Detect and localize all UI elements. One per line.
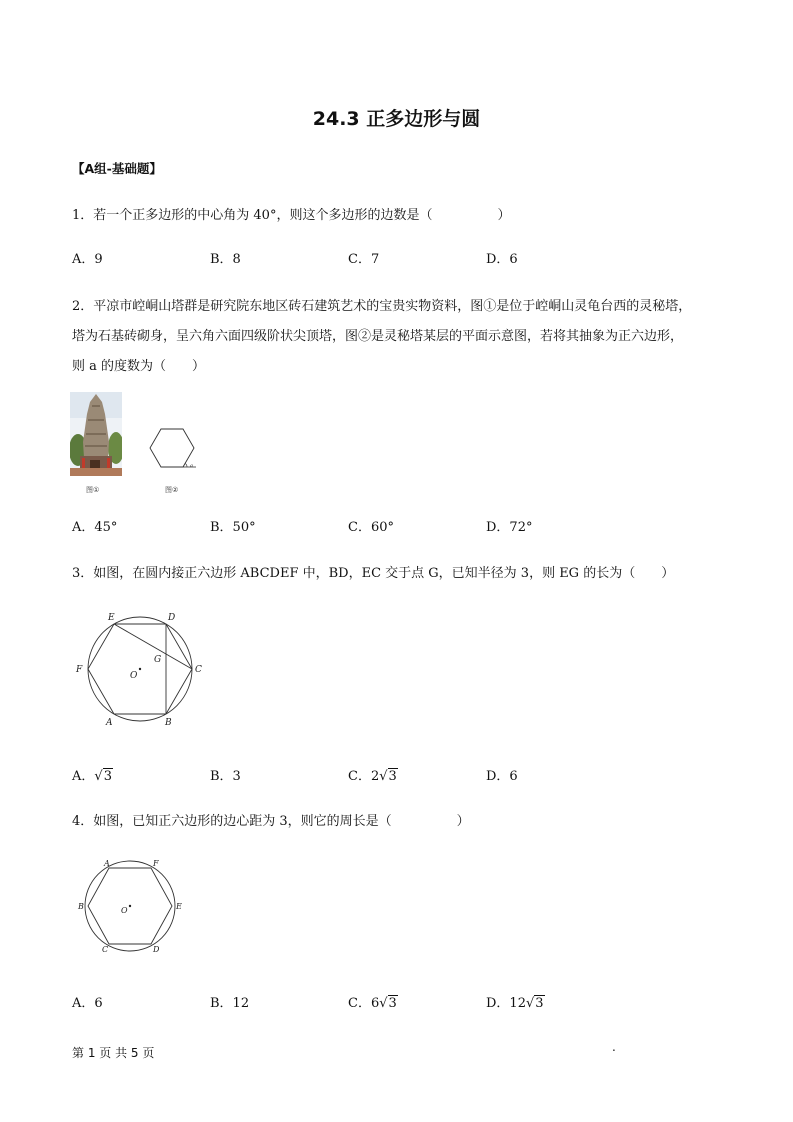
hexagon-circle-figure-q4 (72, 854, 192, 958)
q3-label-d: D (168, 613, 176, 623)
question-1-stem: 1．若一个正多边形的中心角为 40°，则这个多边形的边数是（ ） (72, 208, 511, 223)
q4-label-f: F (153, 859, 159, 868)
q4-option-b[interactable]: B．12 (210, 996, 250, 1011)
q4-label-b: B (78, 902, 84, 911)
q1-option-a[interactable]: A．9 (72, 252, 103, 267)
q1-option-c[interactable]: C．7 (348, 252, 380, 267)
q4-option-d-prefix: D．12 (486, 996, 526, 1011)
figure-2-caption: 图② (165, 486, 179, 494)
q4-option-c-prefix: C．6 (348, 996, 380, 1011)
q2-option-c[interactable]: C．60° (348, 520, 394, 535)
q3-label-g: G (154, 655, 162, 665)
q4-option-c[interactable]: C．6√3 (348, 996, 397, 1011)
q4-option-a[interactable]: A．6 (72, 996, 103, 1011)
q4-label-c: C (102, 945, 109, 954)
question-2-stem-line-2: 塔为石基砖砌身，呈六角六面四级阶状尖顶塔，图②是灵秘塔某层的平面示意图，若将其抽象为正六边形， (72, 329, 684, 344)
fig2-angle-label: a (190, 463, 193, 469)
q3-label-b: B (165, 718, 172, 728)
hexagon-diagram (140, 426, 202, 472)
q3-option-c-radicand: 3 (388, 769, 397, 784)
hexagon-circle-figure-q3 (72, 608, 212, 730)
section-label: 【A组-基础题】 (72, 161, 162, 176)
q3-label-a: A (106, 718, 113, 728)
question-4-stem: 4．如图，已知正六边形的边心距为 3，则它的周长是（ ） (72, 814, 470, 829)
question-2-stem-line-1: 2．平凉市崆峒山塔群是研究院东地区砖石建筑艺术的宝贵实物资料，图①是位于崆峒山灵龟台西的灵秘塔， (72, 299, 692, 314)
q4-label-o: O (121, 906, 128, 915)
q4-label-a: A (104, 859, 110, 868)
q3-label-c: C (195, 665, 202, 675)
q4-option-d-radicand: 3 (535, 996, 544, 1011)
q3-label-e: E (108, 613, 115, 623)
figure-1-caption: 图① (86, 486, 100, 494)
q2-option-b[interactable]: B．50° (210, 520, 256, 535)
q4-option-c-radicand: 3 (388, 996, 397, 1011)
q2-option-d[interactable]: D．72° (486, 520, 533, 535)
q3-label-f: F (76, 665, 83, 675)
q4-label-d: D (153, 945, 160, 954)
q1-option-b[interactable]: B．8 (210, 252, 241, 267)
question-3-stem: 3．如图，在圆内接正六边形 ABCDEF 中，BD，EC 交于点 G，已知半径为 3，则 EG 的长为（ ） (72, 566, 675, 581)
page-title: 24.3 正多边形与圆 (312, 108, 481, 130)
q3-option-a[interactable]: A．√3 (72, 769, 112, 784)
page-footer: 第 1 页 共 5 页 (72, 1046, 155, 1060)
q3-option-a-prefix: A． (72, 769, 95, 784)
q4-label-e: E (176, 902, 182, 911)
q3-option-d[interactable]: D．6 (486, 769, 518, 784)
question-2-stem-line-3: 则 a 的度数为（ ） (72, 359, 206, 374)
q3-option-b[interactable]: B．3 (210, 769, 241, 784)
q3-option-a-radicand: 3 (103, 769, 112, 784)
pagoda-photo (70, 392, 122, 476)
q2-option-a[interactable]: A．45° (72, 520, 118, 535)
q1-option-d[interactable]: D．6 (486, 252, 518, 267)
q3-label-o: O (130, 671, 138, 681)
footer-mark: . (612, 1040, 616, 1054)
q3-option-c-prefix: C．2 (348, 769, 380, 784)
q4-option-d[interactable]: D．12√3 (486, 996, 544, 1011)
q3-option-c[interactable]: C．2√3 (348, 769, 397, 784)
